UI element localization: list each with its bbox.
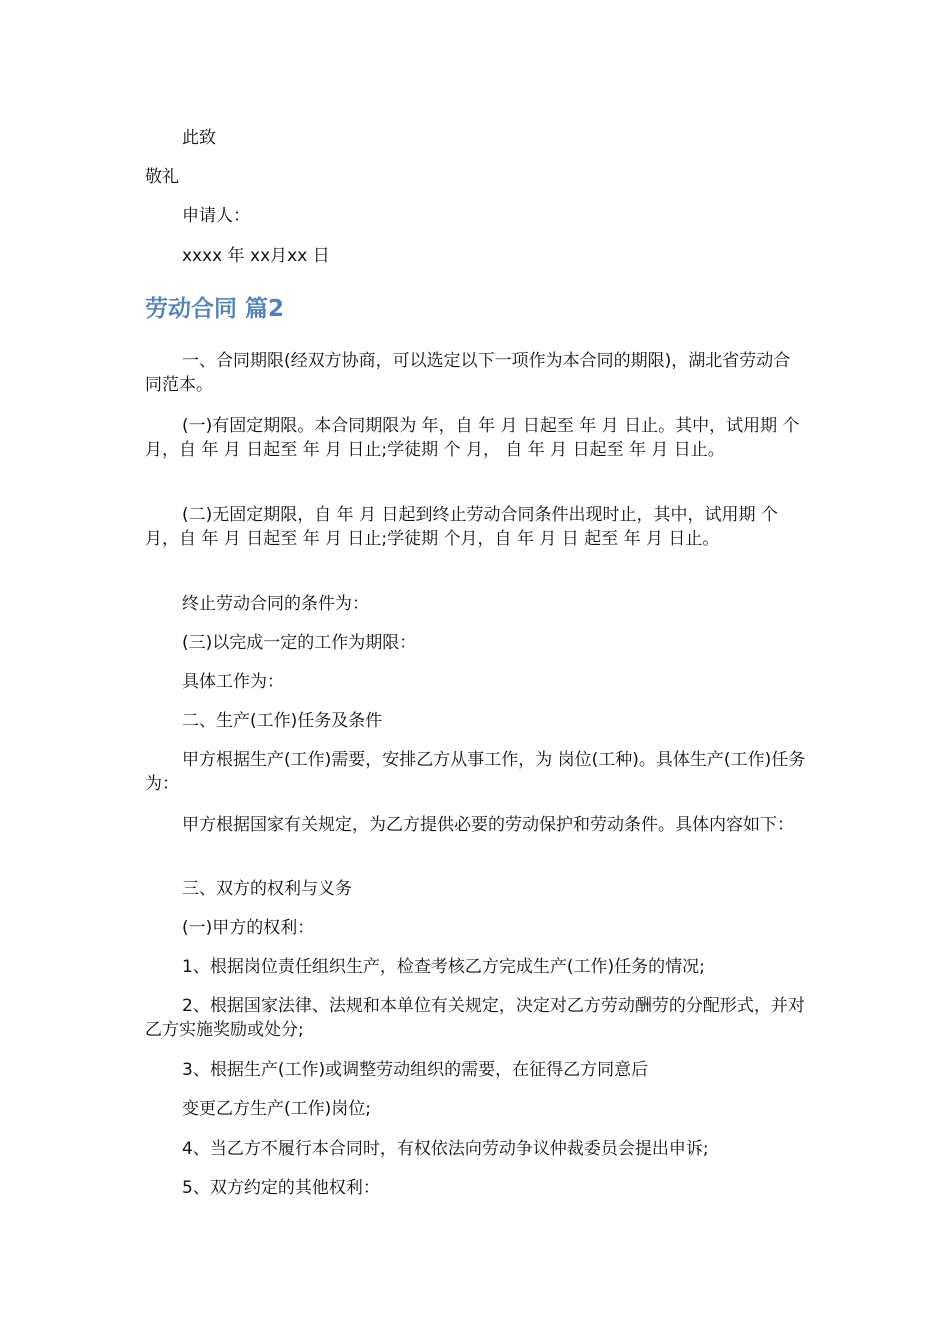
paragraph-task-term: (三)以完成一定的工作为期限：	[182, 633, 417, 653]
closing-applicant: 申请人：	[182, 206, 250, 226]
paragraph-section-two: 二、生产(工作)任务及条件	[182, 711, 383, 731]
paragraph-termination-conditions: 终止劳动合同的条件为：	[182, 594, 369, 614]
list-item-right-4: 4、当乙方不履行本合同时，有权依法向劳动争议仲裁委员会提出申诉;	[182, 1139, 709, 1159]
paragraph-open-term: (二)无固定期限，自 年 月 日起到终止劳动合同条件出现时止，其中，试用期 个月，自 年 月 日起至 年 月 日止;学徒期 个月，自 年 月 日 起至 年 月 日止。	[145, 505, 778, 549]
paragraph-labor-protection: 甲方根据国家有关规定，为乙方提供必要的劳动保护和劳动条件。具体内容如下：	[182, 815, 794, 835]
paragraph-fixed-term: (一)有固定期限。本合同期限为 年，自 年 月 日起至 年 月 日止。其中，试用期 个月，自 年 月 日起至 年 月 日止;学徒期 个 月， 自 年 月 日起至 年 月 日止。	[145, 416, 800, 460]
list-item-right-2: 2、根据国家法律、法规和本单位有关规定，决定对乙方劳动酬劳的分配形式，并对乙方实施奖励或处分;	[145, 996, 805, 1040]
section-heading: 劳动合同 篇2	[145, 296, 285, 322]
paragraph-section-three: 三、双方的权利与义务	[182, 879, 352, 899]
list-item-right-1: 1、根据岗位责任组织生产，检查考核乙方完成生产(工作)任务的情况;	[182, 957, 705, 977]
list-item-right-3: 3、根据生产(工作)或调整劳动组织的需要，在征得乙方同意后	[182, 1060, 649, 1080]
paragraph-party-a-rights: (一)甲方的权利：	[182, 918, 315, 938]
closing-salutation: 此致	[182, 128, 216, 148]
paragraph-specific-work: 具体工作为：	[182, 672, 284, 692]
closing-regards: 敬礼	[145, 167, 179, 187]
paragraph-work-assignment: 甲方根据生产(工作)需要，安排乙方从事工作，为 岗位(工种)。具体生产(工作)任务为：	[145, 750, 806, 794]
closing-date: xxxx 年 xx月xx 日	[182, 246, 330, 266]
list-item-right-5: 5、双方约定的其他权利：	[182, 1178, 380, 1198]
list-item-right-3-continued: 变更乙方生产(工作)岗位;	[182, 1099, 371, 1119]
paragraph-contract-term: 一、合同期限(经双方协商，可以选定以下一项作为本合同的期限)，湖北省劳动合同范本。	[145, 351, 791, 395]
